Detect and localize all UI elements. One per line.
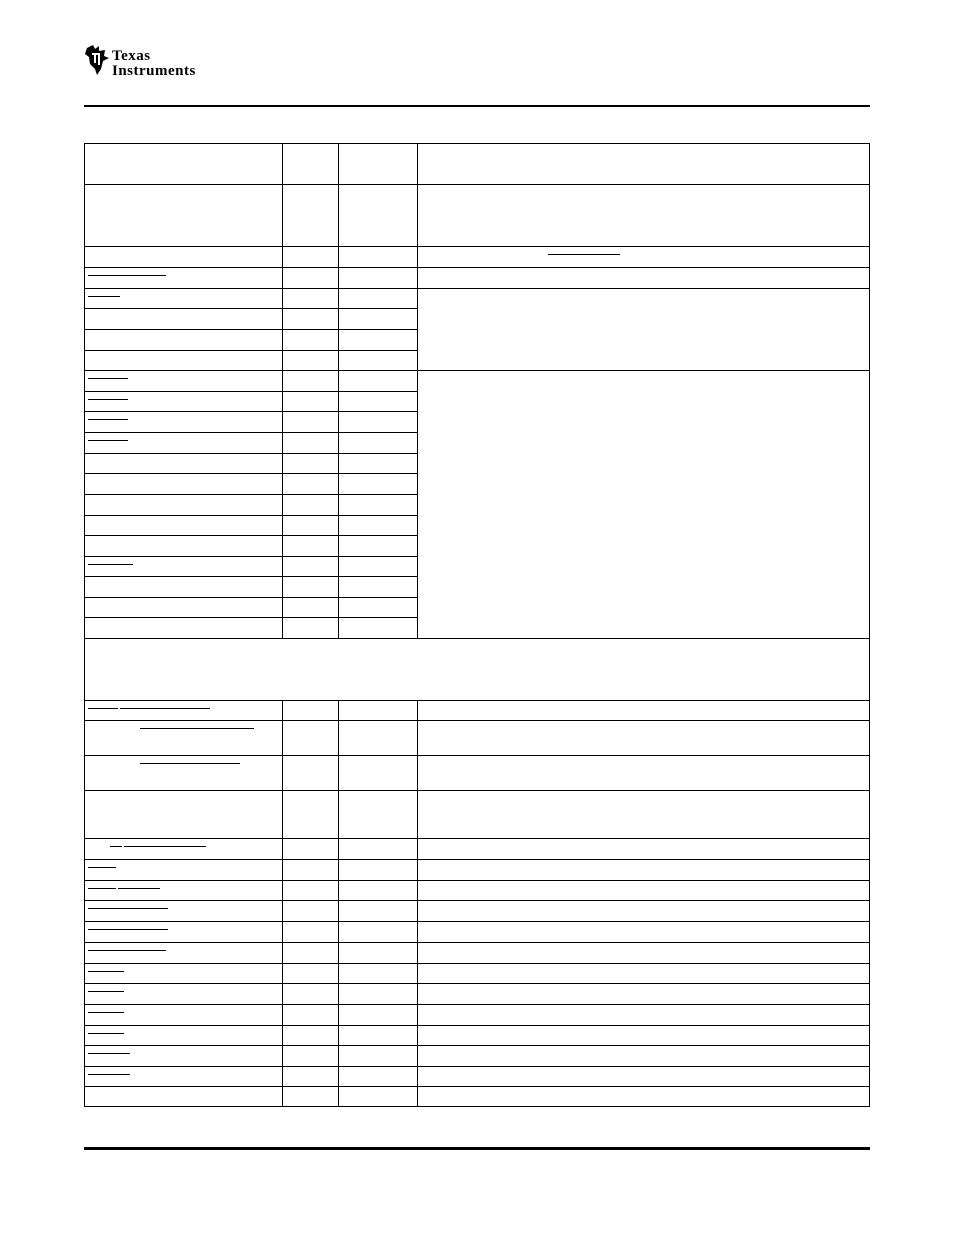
table-row-divider: [84, 983, 870, 984]
table-column-divider: [282, 942, 283, 963]
table-row-divider: [84, 184, 870, 185]
table-column-divider: [417, 515, 418, 535]
table-column-divider: [417, 432, 418, 453]
table-row-divider: [84, 246, 870, 247]
table-row-divider: [84, 790, 870, 791]
table-column-divider: [338, 370, 339, 391]
table-row-divider: [84, 700, 870, 701]
signal-overline: [88, 1053, 130, 1054]
signal-overline: [88, 708, 118, 709]
table-column-divider: [417, 790, 418, 838]
table-column-divider: [282, 515, 283, 535]
table-row-divider: [84, 942, 870, 943]
table-column-divider: [338, 617, 339, 638]
table-column-divider: [338, 473, 339, 494]
table-column-divider: [282, 700, 283, 720]
table-column-divider: [338, 246, 339, 267]
table-column-divider: [417, 1025, 418, 1045]
table-row-divider: [84, 963, 870, 964]
table-column-divider: [338, 1066, 339, 1086]
table-column-divider: [282, 350, 283, 370]
signal-overline: [110, 846, 122, 847]
table-column-divider: [417, 308, 418, 329]
brand-name-line1: Texas: [112, 48, 151, 64]
table-row-divider: [84, 515, 417, 516]
signal-overline: [140, 728, 254, 729]
table-row-divider: [84, 308, 417, 309]
signal-overline: [88, 929, 124, 930]
table-column-divider: [338, 576, 339, 597]
table-row-divider: [84, 556, 417, 557]
table-row-divider: [84, 1066, 870, 1067]
ti-logo-icon: [84, 42, 110, 76]
table-column-divider: [417, 755, 418, 790]
table-border-top: [84, 143, 870, 144]
table-row-divider: [84, 617, 417, 618]
signal-overline: [88, 419, 128, 420]
table-column-divider: [282, 1066, 283, 1086]
table-column-divider: [282, 184, 283, 246]
table-column-divider: [338, 535, 339, 556]
table-row-divider: [84, 473, 417, 474]
table-column-divider: [417, 184, 418, 246]
table-column-divider: [417, 838, 418, 859]
table-row-divider: [84, 370, 870, 371]
table-column-divider: [282, 755, 283, 790]
ti-logo: [84, 40, 204, 80]
footer-rule: [84, 1147, 870, 1150]
table-column-divider: [417, 411, 418, 432]
table-column-divider: [417, 1086, 418, 1107]
table-column-divider: [282, 720, 283, 755]
table-column-divider: [282, 473, 283, 494]
table-column-divider: [282, 1025, 283, 1045]
table-column-divider: [417, 983, 418, 1004]
table-column-divider: [282, 963, 283, 983]
table-column-divider: [338, 700, 339, 720]
table-row-divider: [84, 535, 417, 536]
table-column-divider: [282, 1045, 283, 1066]
table-column-divider: [282, 859, 283, 880]
table-column-divider: [282, 921, 283, 942]
signal-overline: [88, 888, 116, 889]
signal-overline: [124, 929, 168, 930]
signal-overline: [88, 971, 124, 972]
signal-overline: [88, 908, 124, 909]
table-row-divider: [84, 597, 417, 598]
table-column-divider: [282, 308, 283, 329]
signal-overline: [118, 888, 160, 889]
table-row-divider: [84, 1025, 870, 1026]
table-row-divider: [84, 350, 417, 351]
table-column-divider: [417, 494, 418, 515]
table-row-divider: [84, 900, 870, 901]
table-column-divider: [417, 1066, 418, 1086]
table-row-divider: [84, 921, 870, 922]
table-column-divider: [338, 1004, 339, 1025]
table-column-divider: [282, 246, 283, 267]
table-row-divider: [84, 267, 870, 268]
table-row-divider: [84, 494, 417, 495]
table-border-bottom: [84, 1106, 870, 1107]
table-column-divider: [338, 288, 339, 308]
table-row-divider: [84, 880, 870, 881]
signal-overline: [88, 867, 116, 868]
table-column-divider: [417, 473, 418, 494]
signal-overline: [88, 950, 124, 951]
table-column-divider: [417, 900, 418, 921]
table-column-divider: [282, 391, 283, 411]
table-column-divider: [417, 1004, 418, 1025]
signal-overline: [548, 254, 620, 255]
table-column-divider: [417, 556, 418, 576]
signal-overline: [88, 1012, 124, 1013]
table-column-divider: [282, 453, 283, 473]
table-row-divider: [84, 1004, 870, 1005]
table-column-divider: [417, 453, 418, 473]
table-column-divider: [282, 432, 283, 453]
table-column-divider: [338, 308, 339, 329]
table-column-divider: [417, 880, 418, 900]
table-column-divider: [417, 963, 418, 983]
table-column-divider: [282, 370, 283, 391]
table-row-divider: [84, 638, 870, 639]
table-row-divider: [84, 1086, 870, 1087]
signal-overline: [124, 846, 206, 847]
table-column-divider: [282, 790, 283, 838]
signal-overline: [88, 440, 128, 441]
signal-overline: [88, 991, 124, 992]
table-column-divider: [338, 983, 339, 1004]
data-table: [84, 143, 870, 1107]
table-column-divider: [417, 921, 418, 942]
table-column-divider: [417, 350, 418, 370]
table-column-divider: [338, 143, 339, 184]
table-column-divider: [417, 700, 418, 720]
signal-overline: [120, 708, 210, 709]
table-column-divider: [338, 597, 339, 617]
table-column-divider: [417, 535, 418, 556]
table-column-divider: [338, 267, 339, 288]
table-column-divider: [282, 1086, 283, 1107]
table-column-divider: [338, 963, 339, 983]
table-row-divider: [84, 432, 417, 433]
table-column-divider: [338, 329, 339, 350]
table-column-divider: [417, 288, 418, 308]
signal-overline: [88, 1074, 130, 1075]
table-column-divider: [417, 597, 418, 617]
table-column-divider: [282, 556, 283, 576]
table-row-divider: [84, 391, 417, 392]
table-row-divider: [84, 288, 870, 289]
table-column-divider: [282, 143, 283, 184]
table-row-divider: [84, 720, 870, 721]
table-column-divider: [282, 597, 283, 617]
table-column-divider: [338, 942, 339, 963]
table-column-divider: [338, 755, 339, 790]
table-row-divider: [84, 576, 417, 577]
table-row-divider: [84, 838, 870, 839]
table-column-divider: [417, 859, 418, 880]
table-column-divider: [338, 921, 339, 942]
table-column-divider: [282, 494, 283, 515]
table-column-divider: [282, 838, 283, 859]
table-column-divider: [417, 617, 418, 638]
table-column-divider: [282, 267, 283, 288]
table-column-divider: [338, 184, 339, 246]
brand-name-line2: Instruments: [112, 63, 196, 79]
table-row-divider: [84, 859, 870, 860]
table-column-divider: [282, 576, 283, 597]
signal-overline: [124, 908, 168, 909]
signal-overline: [88, 1033, 124, 1034]
table-column-divider: [417, 267, 418, 288]
table-column-divider: [417, 143, 418, 184]
table-column-divider: [282, 535, 283, 556]
table-column-divider: [282, 983, 283, 1004]
table-column-divider: [417, 391, 418, 411]
table-column-divider: [417, 942, 418, 963]
table-column-divider: [338, 1086, 339, 1107]
table-column-divider: [338, 494, 339, 515]
table-column-divider: [417, 1045, 418, 1066]
table-column-divider: [338, 432, 339, 453]
table-column-divider: [338, 1025, 339, 1045]
table-column-divider: [282, 880, 283, 900]
table-row-divider: [84, 411, 417, 412]
table-column-divider: [338, 1045, 339, 1066]
table-column-divider: [338, 900, 339, 921]
table-column-divider: [338, 859, 339, 880]
table-column-divider: [338, 556, 339, 576]
table-column-divider: [338, 838, 339, 859]
table-column-divider: [417, 329, 418, 350]
table-column-divider: [417, 720, 418, 755]
header-rule: [84, 105, 870, 107]
table-column-divider: [338, 411, 339, 432]
table-column-divider: [338, 790, 339, 838]
table-row-divider: [84, 329, 417, 330]
signal-overline: [88, 378, 128, 379]
table-column-divider: [338, 880, 339, 900]
table-column-divider: [282, 288, 283, 308]
table-row-divider: [84, 755, 870, 756]
signal-overline: [88, 564, 133, 565]
table-column-divider: [282, 329, 283, 350]
table-column-divider: [338, 453, 339, 473]
table-column-divider: [417, 576, 418, 597]
table-column-divider: [282, 900, 283, 921]
table-column-divider: [417, 370, 418, 391]
table-column-divider: [282, 1004, 283, 1025]
signal-overline: [88, 296, 120, 297]
signal-overline: [88, 399, 128, 400]
signal-overline: [88, 275, 166, 276]
table-column-divider: [338, 515, 339, 535]
signal-overline: [140, 763, 240, 764]
table-column-divider: [338, 350, 339, 370]
table-column-divider: [417, 246, 418, 267]
table-row-divider: [84, 453, 417, 454]
table-column-divider: [338, 720, 339, 755]
table-column-divider: [338, 391, 339, 411]
signal-overline: [124, 950, 166, 951]
table-column-divider: [282, 411, 283, 432]
table-column-divider: [282, 617, 283, 638]
table-row-divider: [84, 1045, 870, 1046]
